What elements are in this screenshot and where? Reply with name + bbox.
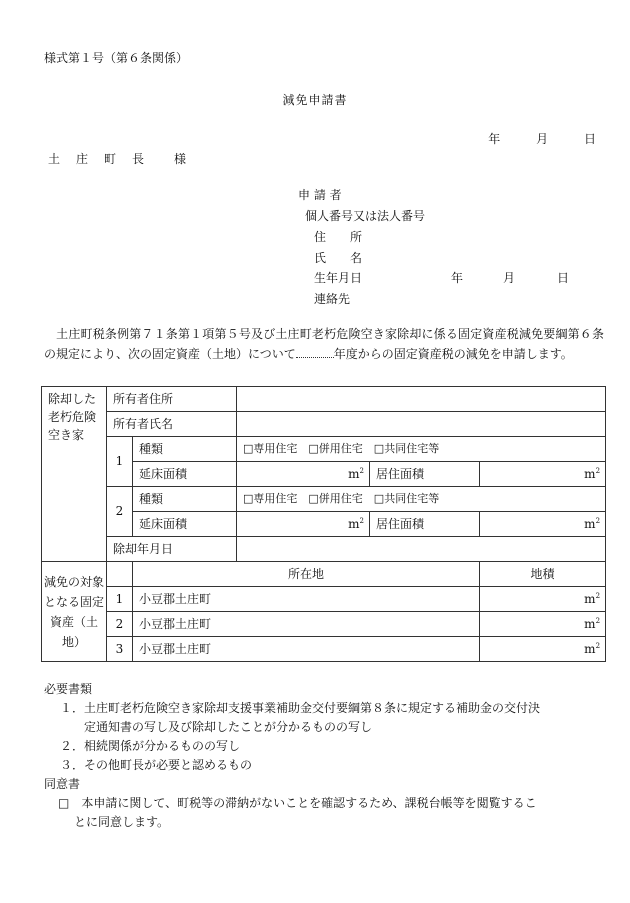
demolish-date-label: 除却年月日 (107, 537, 237, 562)
addressee: 土 庄 町 長 様 (48, 152, 189, 166)
required-docs-heading: 必要書類 (44, 682, 93, 696)
land-row-num-1: 1 (107, 587, 133, 612)
required-item-1: １．土庄町老朽危険空き家除却支援事業補助金交付要綱第８条に規定する補助金の交付決 (60, 701, 541, 715)
consent-checkbox-line[interactable]: □ 本申請に関して、町税等の滞納がないことを確認するため、課税台帳等を閲覧するこ (58, 796, 537, 810)
consent-heading: 同意書 (44, 777, 81, 791)
floor-area-field-2[interactable]: $m^2$ (237, 512, 370, 537)
land-area-field-3[interactable]: $m^2$ (480, 637, 606, 662)
land-num-header (107, 562, 133, 587)
date-day: 日 (583, 132, 596, 146)
form-number: 様式第１号（第６条関係） (44, 51, 189, 65)
land-location-3[interactable]: 小豆郡土庄町 (133, 637, 480, 662)
owner-name-label: 所有者氏名 (107, 412, 237, 437)
date-year: 年 (488, 132, 501, 146)
owner-address-label: 所有者住所 (107, 387, 237, 412)
land-location-1[interactable]: 小豆郡土庄町 (133, 587, 480, 612)
dob-month: 月 (503, 271, 516, 285)
demolish-date-field[interactable] (237, 537, 606, 562)
building-number-2: 2 (107, 487, 133, 537)
land-area-field-1[interactable]: $m^2$ (480, 587, 606, 612)
application-date (488, 133, 596, 145)
section-demolished-label: 除却した老朽危険空き家 (42, 387, 107, 562)
applicant-heading: 申 請 者 (298, 188, 342, 202)
dob-label: 生年月日 (314, 271, 363, 285)
section-land-label: 減免の対象となる固定資産（土地） (42, 562, 107, 662)
required-item-3: ３．その他町長が必要と認めるもの (60, 758, 253, 772)
land-location-2[interactable]: 小豆郡土庄町 (133, 612, 480, 637)
residence-area-field-1[interactable]: $m^2$ (480, 462, 606, 487)
residence-area-label-2: 居住面積 (370, 512, 480, 537)
land-row-num-2: 2 (107, 612, 133, 637)
paragraph-part2: 年度からの固定資産税の減免を申請します。 (333, 347, 573, 361)
id-number-label: 個人番号又は法人番号 (305, 209, 426, 223)
application-table (41, 386, 606, 662)
date-month: 月 (536, 132, 549, 146)
owner-address-field[interactable] (237, 387, 606, 412)
type-options-2[interactable]: □専用住宅 □併用住宅 □共同住宅等 (237, 487, 606, 512)
document-title: 減免申請書 (282, 93, 348, 107)
dob-year: 年 (451, 271, 464, 285)
type-label-2: 種類 (133, 487, 237, 512)
floor-area-label-2: 延床面積 (133, 512, 237, 537)
land-area-field-2[interactable]: $m^2$ (480, 612, 606, 637)
building-number-1: 1 (107, 437, 133, 487)
name-label: 氏 名 (314, 251, 363, 265)
consent-cont: とに同意します。 (74, 815, 170, 829)
dob-day: 日 (557, 271, 570, 285)
land-row-num-3: 3 (107, 637, 133, 662)
request-paragraph (44, 324, 604, 364)
owner-name-field[interactable] (237, 412, 606, 437)
floor-area-field-1[interactable]: $m^2$ (237, 462, 370, 487)
floor-area-label-1: 延床面積 (133, 462, 237, 487)
contact-label: 連絡先 (314, 292, 351, 306)
residence-area-field-2[interactable]: $m^2$ (480, 512, 606, 537)
location-header: 所在地 (133, 562, 480, 587)
address-label: 住 所 (314, 230, 363, 244)
type-options-1[interactable]: □専用住宅 □併用住宅 □共同住宅等 (237, 437, 606, 462)
required-item-2: ２．相続関係が分かるものの写し (60, 739, 241, 753)
notes-section (44, 680, 614, 832)
fiscal-year-blank[interactable] (296, 345, 334, 358)
type-label-1: 種類 (133, 437, 237, 462)
required-item-1-cont: 定通知書の写し及び除却したことが分かるものの写し (84, 720, 373, 734)
paragraph-part1: 土庄町税条例第７１条第１項第５号及び土庄町老朽危険空き家除却に係る固定資産税減免要綱第６条の規定により、次の固定資産（土地）について (44, 327, 604, 361)
residence-area-label-1: 居住面積 (370, 462, 480, 487)
land-area-header: 地積 (480, 562, 606, 587)
